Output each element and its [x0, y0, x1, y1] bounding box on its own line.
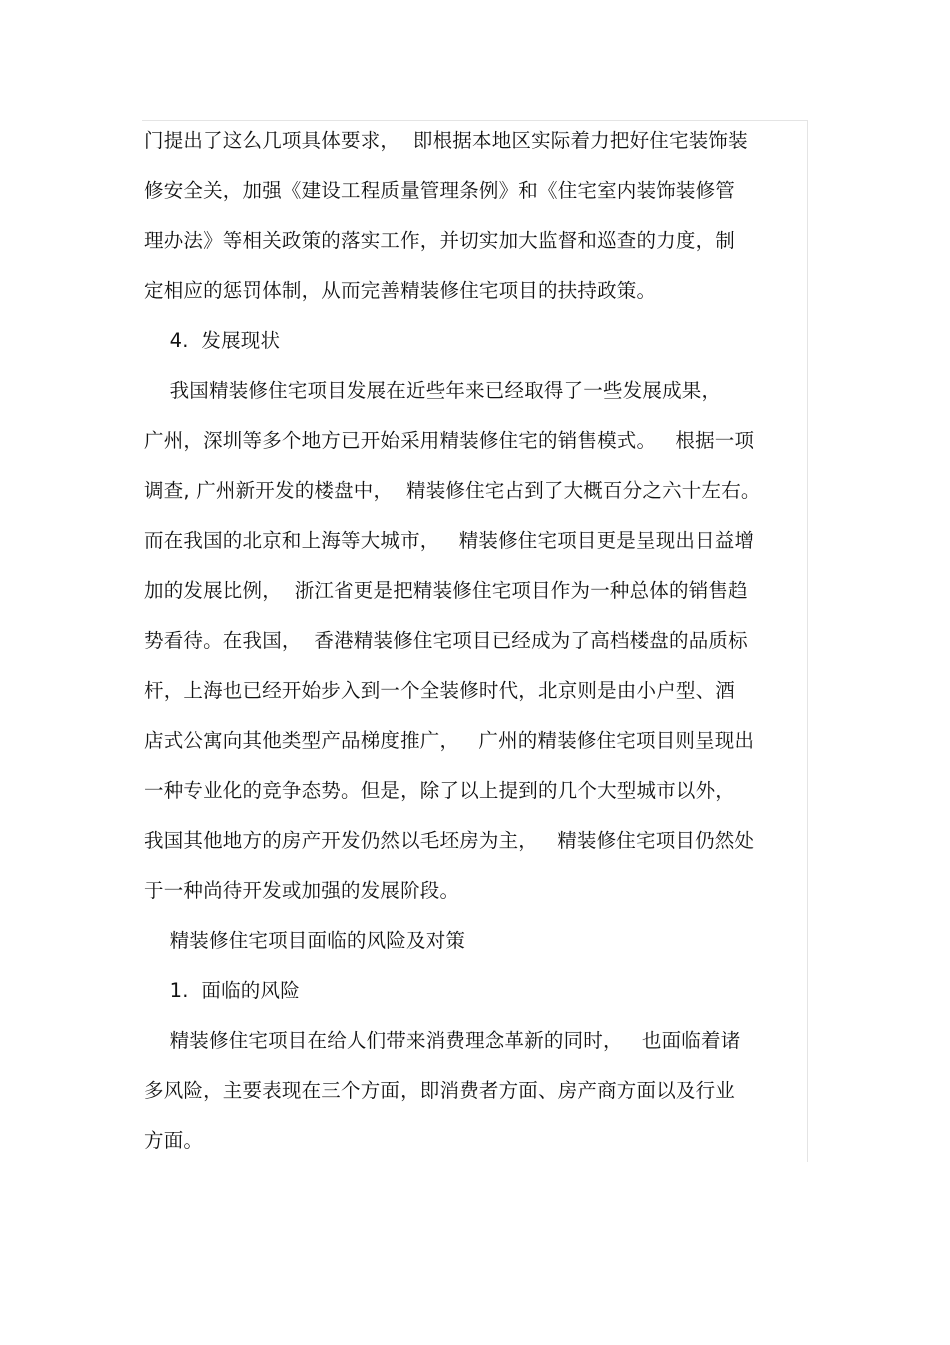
- text-line: 精装修住宅项目在给人们带来消费理念革新的同时， 也面临着诸: [144, 1029, 741, 1052]
- text-line: 店式公寓向其他类型产品梯度推广， 广州的精装修住宅项目则呈现出: [144, 729, 755, 752]
- text-line: 理办法》等相关政策的落实工作，并切实加大监督和巡查的力度，制: [144, 229, 736, 252]
- text-line: 我国精装修住宅项目发展在近些年来已经取得了一些发展成果，: [144, 379, 722, 402]
- text-line: 杆，上海也已经开始步入到一个全装修时代，北京则是由小户型、酒: [144, 679, 736, 702]
- text-line: 我国其他地方的房产开发仍然以毛坯房为主， 精装修住宅项目仍然处: [144, 829, 755, 852]
- section-heading: 精装修住宅项目面临的风险及对策: [144, 929, 466, 952]
- text-line: 方面。: [144, 1129, 204, 1152]
- text-line: 而在我国的北京和上海等大城市， 精装修住宅项目更是呈现出日益增: [144, 529, 755, 552]
- text-line: 广州，深圳等多个地方已开始采用精装修住宅的销售模式。 根据一项: [144, 429, 755, 452]
- text-line: 加的发展比例， 浙江省更是把精装修住宅项目作为一种总体的销售趋: [144, 579, 748, 602]
- text-line: 多风险，主要表现在三个方面，即消费者方面、房产商方面以及行业: [144, 1079, 736, 1102]
- subsection-heading: 1. 面临的风险: [144, 979, 300, 1002]
- text-line: 于一种尚待开发或加强的发展阶段。: [144, 879, 460, 902]
- text-line: 定相应的惩罚体制，从而完善精装修住宅项目的扶持政策。: [144, 279, 657, 302]
- text-line: 一种专业化的竞争态势。但是，除了以上提到的几个大型城市以外，: [144, 779, 736, 802]
- text-line: 门提出了这么几项具体要求， 即根据本地区实际着力把好住宅装饰装: [144, 129, 748, 152]
- text-line: 调查, 广州新开发的楼盘中， 精装修住宅占到了大概百分之六十左右。: [144, 479, 761, 502]
- text-line: 修安全关，加强《建设工程质量管理条例》和《住宅室内装饰装修管: [144, 179, 736, 202]
- section-heading: 4. 发展现状: [144, 329, 281, 352]
- text-line: 势看待。在我国， 香港精装修住宅项目已经成为了高档楼盘的品质标: [144, 629, 748, 652]
